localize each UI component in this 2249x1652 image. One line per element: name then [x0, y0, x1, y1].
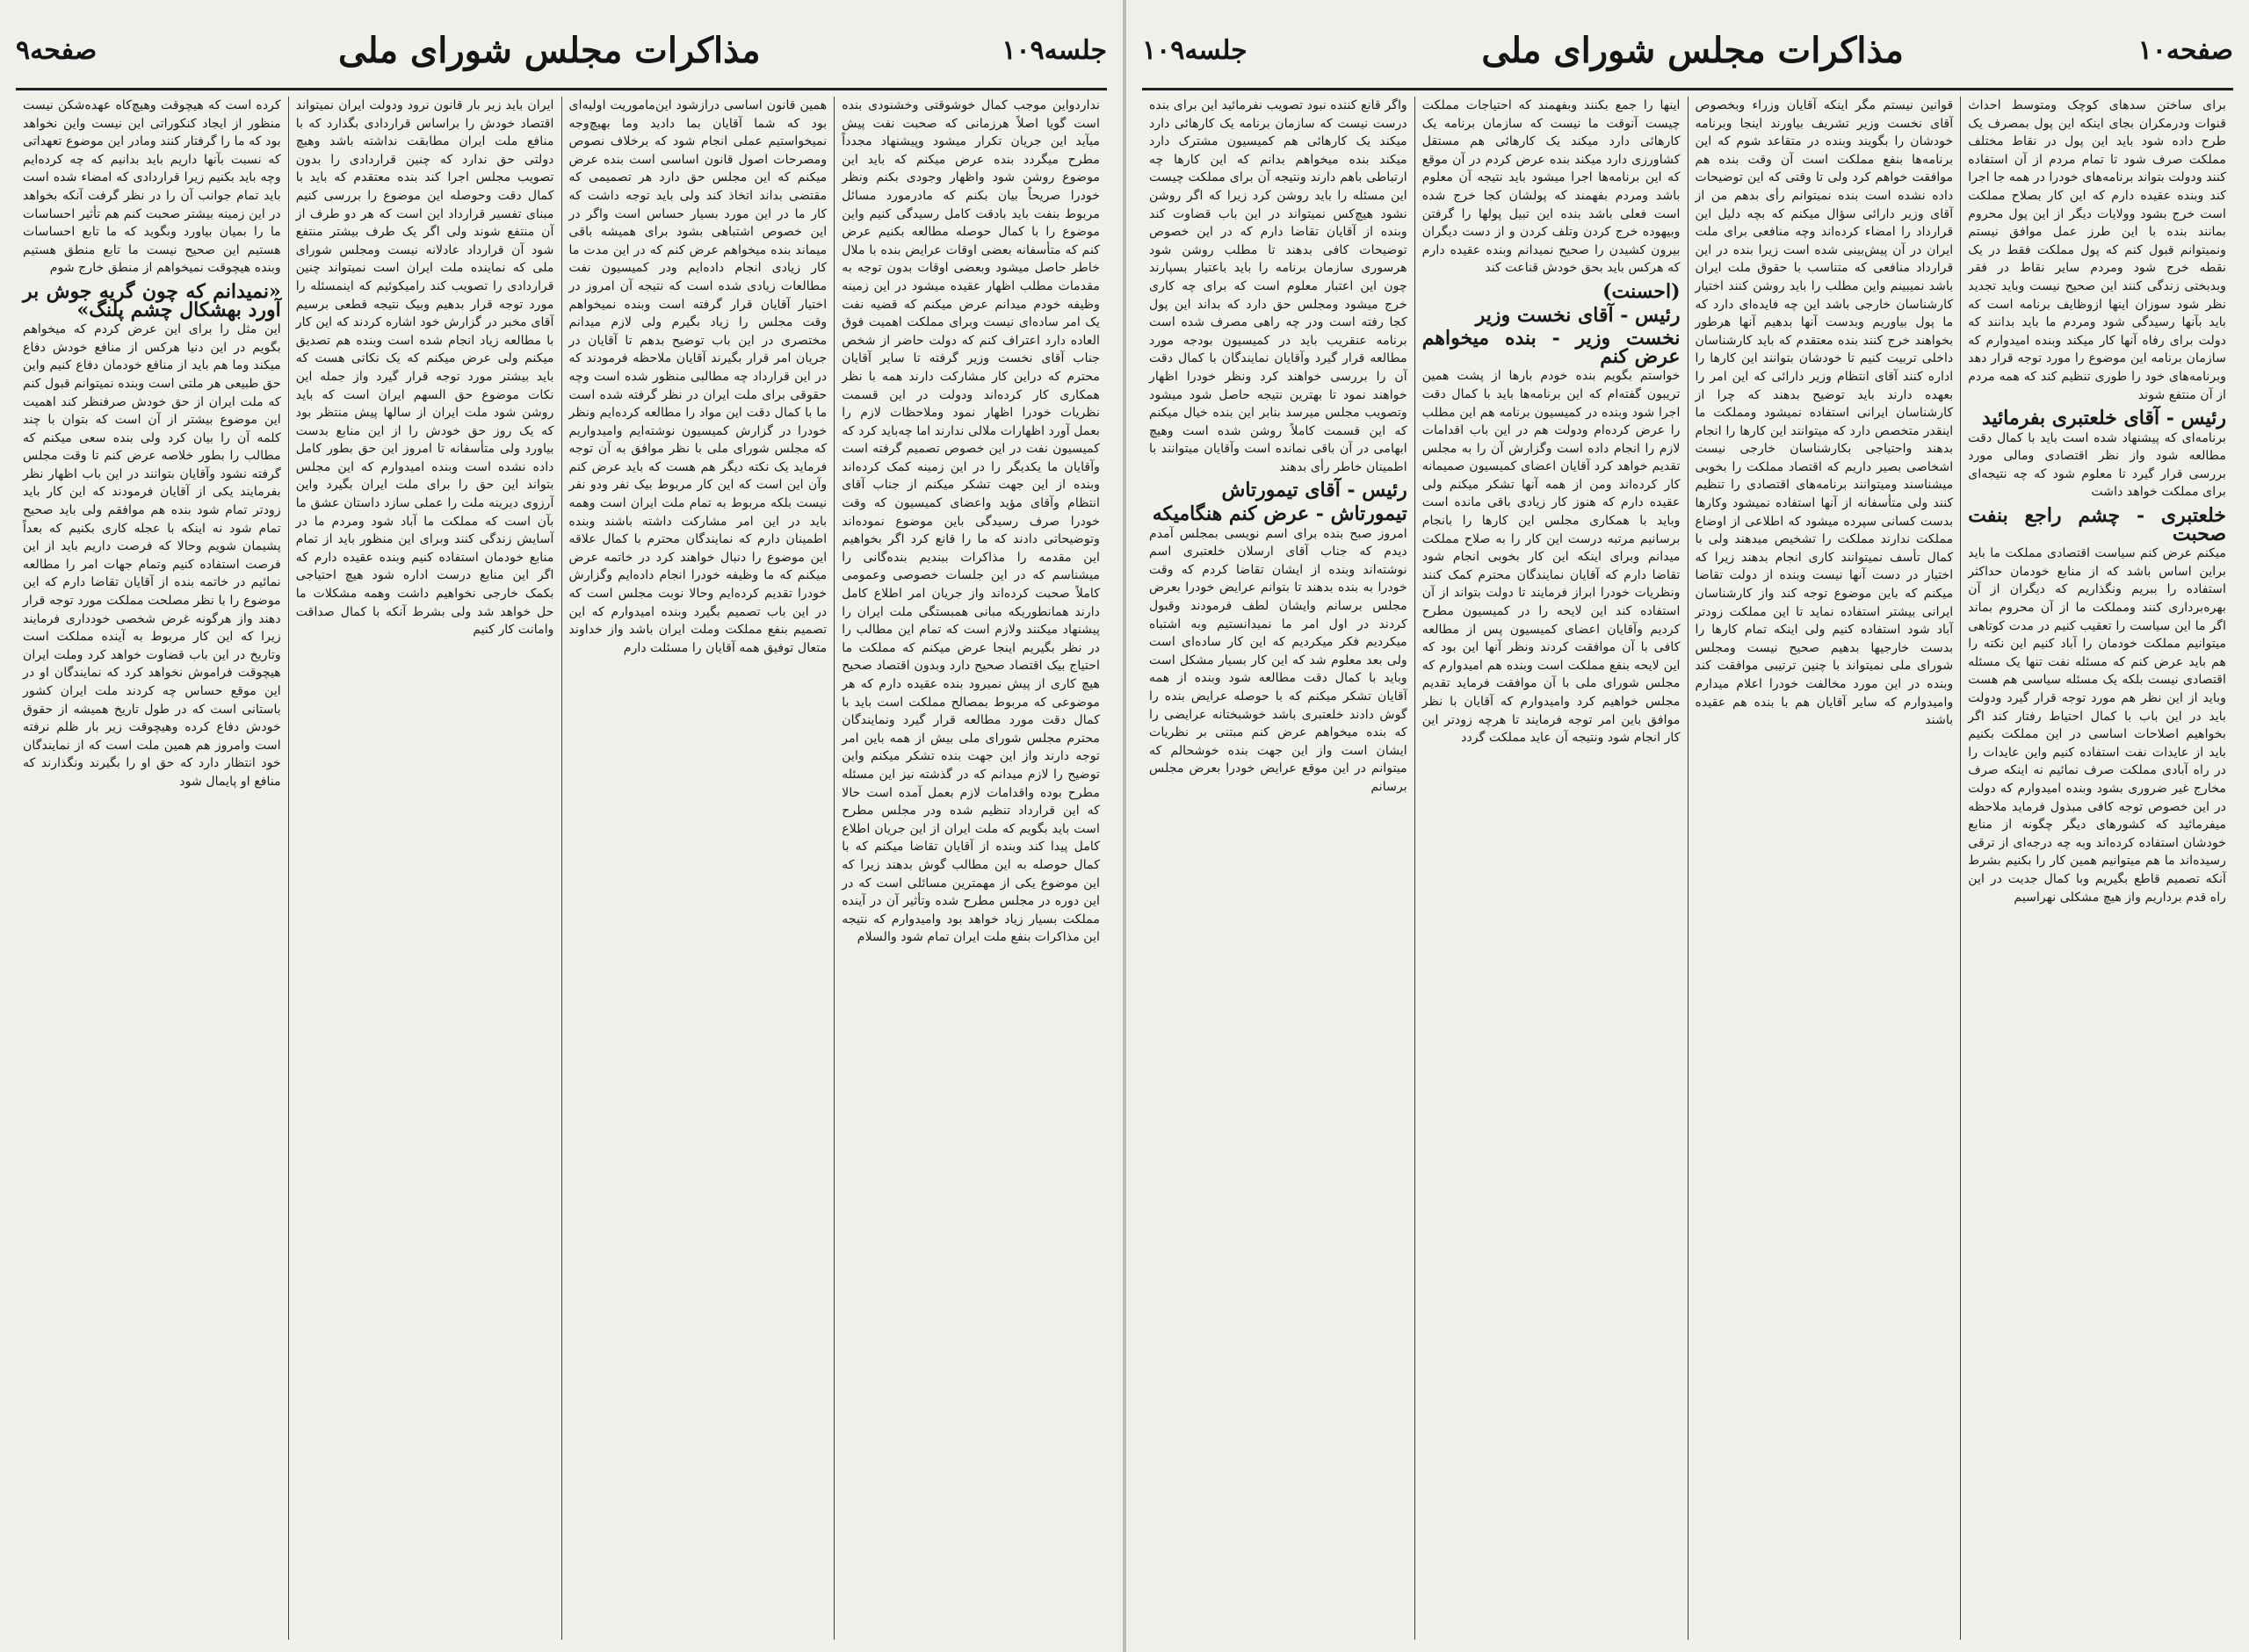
- paragraph-text: برای ساختن سدهای کوچک ومتوسط احداث قنوات ودرمکران بجای اینکه این پول بمصرف یک طرح داده شود باید این پول در نقاط مختلف مملکت صرف شود تا تمام مردم از آن استفاده کنند ودولت بتواند برنامه‌های خودرا در همه جا اجرا کند وبنده عقیده دارم که این کار بصلاح مملکت است: [1968, 98, 2226, 221]
- paragraph-text: اگر بخواهیم این مقدمه را مذاکرات ببندیم بنده‌گانی را میشناسم که در این جلسات خصوصی وعمومی کاملاً صحبت کرده‌اند واز جریان امر اطلاع کامل دارند همانطوریکه مبانی همبستگی ملت ایران را پیشنهاد میکنند ولازم است که تمام این مطالب را در نظر بگیریم اینجا عرض میکنم که مملکت ما احتیاج بیک اقتصاد صحیح دارد وبدون اقتصاد صحیح هیچ کاری از پیش نمیرود: [842, 532, 1100, 691]
- paragraph-text: اگر بخواهیم اصلاحات اساسی در این مملکت بکنیم باید از عایدات نفت استفاده کنیم واین عایدات را در راه آبادی مملکت صرف نمائیم نه اینکه صرف مخارج غیر ضروری بشود وبنده امیدوارم که دولت در این خصوص توجه کافی مبذول فرماید: [1968, 709, 2226, 814]
- paragraph-text: مملکت را تشخیص میدهند ولی با کمال تأسف نمیتوانند کاری انجام بدهند زیرا که اختیار در دست آنها نیست وبنده از دولت تقاضا میکنم که باین موضوع توجه کند واز کارشناسان ایرانی بیشتر استفاده نماید تا این مملکت زودتر آباد شود: [1695, 532, 1954, 638]
- paragraph-text: میشود وتصویب مجلس میرسد بنابر این بنده خیال میکنم که این قسمت کاملاً روشن شده است وهیچ ابهامی در آن باقی نمانده است وآقایان میتوانند با اطمینان خاطر رأی بدهند: [1149, 387, 1407, 474]
- speaker-heading: خلعتبری - چشم راجع بنفت صحبت: [1968, 504, 2226, 545]
- text-column: [561, 97, 835, 1640]
- left-page-number: صفحه۹: [16, 34, 98, 66]
- right-page-header: [1142, 12, 2233, 90]
- paragraph-text: من از آقای وزیر دارائی سؤال میکنم که بچه دلیل این قرارداد را امضاء کرده‌اند وچه منافعی برای ملت ایران در آن پیش‌بینی شده است زیرا بنده در این قرارداد منافعی که متناسب با حقوق ملت ایران باشد نمیبینم واین مطلب را باید روشن کنند: [1695, 188, 1954, 293]
- paragraph-text: قوانین نیستم مگر اینکه آقایان وزراء وبخصوص آقای نخست وزیر تشریف بیاورند اینجا وبرنامه خودشان را بگویند وبنده در متقاعد شوم که این برنامه‌ها بنفع مملکت است آن وقت بنده هم موافقت خواهم کرد ولی تا وقتی که این توضیحات داده نشده است بنده نمیتوانم رأی بدهم: [1695, 98, 1954, 203]
- right-page-session: جلسه۱۰۹: [1142, 34, 1247, 66]
- paragraph-text: مبنای تفسیر قرارداد این است که هر دو طرف از آن منتفع شوند ولی اگر یک طرف بیشتر منتفع شود آن قرارداد عادلانه نیست ومجلس شورای ملی که نماینده ملت ایران است نمیتواند چنین قراردادی را تصویب کند رامیکوئیم که اینمسئله را مورد توجه قرار بدهیم وبیک نتیجه قطعی برسیم: [295, 206, 554, 312]
- paragraph-text: مرتبه درست این کار را به صلاح مملکت میدانم وبرای اینکه این کار بخوبی انجام شود تقاضا دارم که آقایان نمایندگان محترم کمک کنند ونظریات خودرا ابراز فرمایند تا دولت بتواند از آن استفاده کند: [1421, 531, 1681, 619]
- paragraph-text: خواستم بگویم بنده خودم بارها از پشت همین تریبون گفته‌ام که این برنامه‌ها باید با کمال دقت اجرا شود وبنده در کمیسیون برنامه هم این مطلب را عرض کرده‌ام ودولت هم در این باب اقدامات لازم را انجام داده است وگزارش آن را به مجلس تقدیم خواهد کرد: [1421, 369, 1681, 474]
- column-text: [1422, 97, 1681, 747]
- paragraph-text: ملت ایران از سالها پیش منتظر بود که یک روز حق خودش را از این منابع بدست بیاورد ولی متأسفانه تا امروز این حق بطور کامل داده نشده است وبنده امیدوارم که این مجلس بتواند این حق را برای ملت ایران بگیرد واین آرزوی دیرینه ملت را عملی سازد: [295, 406, 554, 511]
- paragraph-text: حالا که این قرارداد تنظیم شده ودر مجلس مطرح است باید بگویم که ملت ایران از این جریان اطلاع کامل پیدا کند وبنده از آقایان تقاضا میکنم که با کمال حوصله به این مطالب گوش بدهند زیرا که این موضوع یکی از مهمترین مسائلی است که در این دوره در مجلس مطرح شده وتأثیر آن در آینده مملکت بسیار زیاد خواهد بود وامیدوارم که نتیجه این مذاکرات بنفع ملت ایران تمام شود والسلام: [842, 785, 1100, 945]
- text-column: [1960, 97, 2233, 1640]
- column-text: [1968, 97, 2226, 906]
- left-page-header: [16, 12, 1107, 90]
- speaker-heading: نخست وزیر - بنده میخواهم عرض کنم: [1421, 327, 1681, 368]
- paragraph-text: هرسوری سازمان برنامه را باید باعتبار بسپارند چون این اعتبار معلوم است که برای چه کاری خرج میشود ومجلس حق دارد که بداند این پول کجا رفته است ودر چه راهی مصرف شده است: [1149, 261, 1407, 330]
- paragraph-text: میکنم عرض کنم سیاست اقتصادی مملکت ما باید براین اساس باشد که از منابع خودمان حداکثر استفاده را ببریم ونگذاریم که دیگران از آن بهره‌برداری کنند ومملکت ما از آن محروم بماند اگر ما این سیاست را تعقیب کنیم در مدت کوتاهی میتوانیم مملکت خودمان را آباد کنیم: [1968, 546, 2226, 652]
- paragraph-text: آقای انتظام وزیر دارائی که این امر را بعهده دارند باید توضیح بدهند که چرا از کارشناسان ایرانی استفاده نمیشود ومملکت ما اینقدر متخصص دارد که میتوانند این کارها را انجام بدهند واحتیاجی بکارشناسان خارجی نیست: [1695, 369, 1954, 457]
- speaker-heading: رئیس - آقای خلعتبری بفرمائید: [1981, 407, 2226, 430]
- right-page-columns: [1142, 97, 2233, 1640]
- column-text: [569, 97, 828, 657]
- paragraph-text: در خاتمه بنده از آقایان تقاضا دارم که این موضوع را با نظر مصلحت مملکت مورد توجه قرار دهند واز هرگونه غرض شخصی خودداری فرمایند زیرا که این کار مربوط به آینده مملکت است وتاریخ در این باب قضاوت خواهد کرد وملت ایران هیچوقت فراموش نخواهد کرد که نمایندگان او در این موقع حساس چه کردند: [23, 575, 281, 698]
- paragraph-text: در اول امر ما نمیدانستیم وبه اشتباه میکردیم فکر میکردیم که این کار ساده‌ای است ولی بعد معلوم شد که این کار بسیار مشکل است وباید با کمال دقت مطالعه شود وبنده از همه آقایان تشکر میکنم که با حوصله عرایض بنده را گوش دادند: [1149, 617, 1407, 722]
- paragraph-text: در خاتمه عرض میکنم که ما وظیفه خودرا انجام داده‌ایم وگزارش خودرا تقدیم کرده‌ایم وحالا نوبت مجلس است که در این باب تصمیم بگیرد وبنده امیدوارم که این تصمیم بنفع مملکت وملت ایران باشد واز خداوند متعال توفیق همه آقایان را مسئلت دارم: [568, 550, 828, 655]
- right-page: [1126, 0, 2249, 1652]
- paragraph-text: بنده عقیده دارم که هر موضوعی که مربوط بمصالح مملکت است باید با کمال دقت مورد مطالعه قرار گیرد ونمایندگان محترم مجلس شورای ملی بیش از همه باین امر توجه دارند واز این جهت بنده تشکر میکنم واین توضیح را لازم میدانم که در گذشته نیز این مسئله مطرح بوده واقدامات لازم بعمل آمده است: [842, 677, 1100, 800]
- paragraph-text: اشخاصی بصیر داریم که اقتصاد مملکت را بخوبی میشناسند ومیتوانند برنامه‌های اقتصادی را تنظیم کنند ولی متأسفانه از آنها استفاده نمیشود وکارها بدست کسانی سپرده میشود که اطلاعی از اوضاع مملکت ندارند: [1695, 459, 1954, 547]
- column-text: [296, 97, 554, 639]
- speaker-heading: (احسنت): [1602, 279, 1681, 303]
- paragraph-text: این لایحه را در کمیسیون مطرح کردیم وآقایان اعضای کمیسیون پس از مطالعه کافی با آن موافقت کردند ونظر آنها این بود که این لایحه بنفع مملکت است وبنده هم امیدوارم که مجلس شورای ملی با آن موافقت فرماید: [1421, 604, 1681, 691]
- speaker-heading: رئیس - آقای تیمورتاش: [1221, 479, 1407, 502]
- paragraph-text: استفاده کنیم ولی اینکه تمام کارها را بدست خارجیها بدهیم صحیح نیست ومجلس شورای ملی نمیتواند با چنین ترتیبی موافقت کند وبنده در این مورد مخالفت خودرا اعلام میدارم وامیدوارم که سایر آقایان هم با بنده هم عقیده باشند: [1695, 623, 1954, 728]
- left-page-title: مذاکرات مجلس شورای ملی: [337, 29, 761, 71]
- paragraph-text: سوزان اینها ازوظایف برنامه است که باید بآنها رسیدگی شود ومردم ما باید بدانند که دولت برای رفاه آنها کار میکند وبنده امیدوارم که سازمان برنامه این موضوع را مورد توجه قرار دهد وبرنامه‌های خود را طوری تنظیم کند که همه مردم از آن منتفع شوند: [1968, 297, 2226, 402]
- paragraph-text: داستان عشق ما بآن است که مملکت ما آباد شود ومردم ما در آسایش زندگی کنند وبرای این منظور باید از تمام منابع خودمان استفاده کنیم وبنده عقیده دارم که اگر این منابع درست اداره شود هیچ احتیاجی بکمک خارجی نخواهیم داشت وهمه مشکلات ما حل خواهد شد ولی بشرط آنکه با کمال صداقت وامانت کار کنیم: [295, 496, 554, 638]
- paragraph-text: کرده است که هیچوقت وهیچ‌کاه عهده‌شکن نیست منظور از ایجاد کنکوراتی این نیست واین نخواهد بود که ما را گرفتار کنند ومادر این موضوع تعهداتی که نسبت بآنها داریم باید بدانیم که چه کرده‌ایم وچه باید بکنیم زیرا قراردادی که امضاء شده است باید تمام جوانب آن را در نظر گرفت: [23, 98, 281, 203]
- paragraph-text: برنامه عنقریب باید در کمیسیون بودجه مورد مطالعه قرار گیرد وآقایان نمایندگان با کمال دقت آن را بررسی خواهند کرد ونظر خودرا اظهار خواهند نمود تا بهترین نتیجه حاصل شود: [1149, 333, 1407, 402]
- speaker-heading: تیمورتاش - عرض کنم هنگامیکه: [1152, 502, 1407, 526]
- paragraph-text: واگر قانع کننده نبود تصویب نفرمائید این برای بنده درست نیست که سازمان برنامه یک کارهائی دارد میکند یک کارهائی هم کمیسیون مشترک دارد میکند بنده میخواهم بدانم که این کارها چه ارتباطی باهم دارند ونتیجه آن برای مملکت چیست: [1149, 98, 1407, 185]
- text-column: [1142, 97, 1414, 1640]
- right-page-title: مذاکرات مجلس شورای ملی: [1481, 29, 1904, 71]
- paragraph-text: اختیار کارشناسان خارجی باشد این چه فایده‌ای دارد که ما پول بیاوریم وبدست آنها بدهیم آنها هرطور بخواهند خرج کنند بنده معتقدم که باید کارشناسان داخلی تربیت کنیم تا خودشان بتوانند این کارها را اداره کنند: [1695, 278, 1954, 384]
- left-page-columns: [16, 97, 1107, 1640]
- paragraph-text: آقای مخبر در گزارش خود اشاره کردند که این کار با مطالعه زیاد انجام شده است وبنده هم تصدیق میکنم ولی عرض میکنم که یک نکاتی هست که باید بیشتر مورد توجه قرار گیرد واز جمله این نکات موضوع حق السهم ایران است که باید روشن شود: [295, 315, 554, 421]
- paragraph-text: بنده میخواهم عرض کنم که در این مدت ما کار زیادی انجام داده‌ایم ودر کمیسیون نفت مطالعات زیادی شده است که نتیجه آن امروز در اختیار آقایان قرار گرفته است وبنده نمیخواهم وقت مجلس را زیاد بگیرم ولی لازم میدانم مختصری در این باب توضیح بدهم تا آقایان در جریان امر قرار بگیرند: [568, 242, 828, 366]
- paragraph-text: آنکه بخواهد در این زمینه بیشتر صحبت کنم هم تأثیر احساسات ما را بمیان بیاورد وبگوید که ما تابع احساسات هستیم این صحیح نیست ما تابع منطق هستیم وبنده هیچوقت نمیخواهم از منطق خارج شوم: [23, 188, 281, 276]
- text-column: [16, 97, 288, 1640]
- text-column: [288, 97, 561, 1640]
- paragraph-text: یکی از آقایان فرمودند که این کار باید زودتر تمام شود بنده هم موافقم ولی باید صحیح تمام شود نه اینکه با عجله کاری بکنیم که بعداً پشیمان شویم وحالا که فرصت داریم باید از این فرصت استفاده کنیم وتمام جهات امر را مطالعه نمائیم: [23, 485, 281, 590]
- paragraph-text: این مسئله را باید روشن کرد زیرا که اگر روشن نشود هیچ‌کس نمیتواند در این باب قضاوت کند وبنده از آقایان تقاضا دارم که در این خصوص توضیحات کافی بدهند تا مطلب روشن شود: [1149, 188, 1407, 257]
- paragraph-text: خرج بشود وولایات دیگر از این پول محروم بمانند بنده با این طرز عمل موافق نیستم ونمیتوانم قبول کنم که پول مملکت فقط در یک نقطه خرج شود ومردم سایر نقاط در فقر وبدبختی زندگی کنند این صحیح نیست وباید تجدید نظر شود: [1968, 206, 2226, 312]
- paragraph-text: آقایان اعضای کمیسیون صمیمانه کار کرده‌اند ومن از همه آنها تشکر میکنم ولی عقیده دارم که هنوز کار زیادی باقی مانده است وباید با همکاری مجلس این کارها را بانجام برسانیم: [1421, 459, 1681, 546]
- paragraph-text: آقایان ملاحظه فرمودند که در این قرارداد چه مطالبی منظور شده است وچه حقوقی برای ملت ایران در نظر گرفته شده است ما با کمال دقت این مواد را مطالعه کرده‌ایم ونظر خودرا در گزارش کمیسیون نوشته‌ایم وامیدواریم که مجلس شورای ملی با نظر موافق به آن توجه فرماید: [568, 351, 828, 474]
- paragraph-text: برنامه‌ای که پیشنهاد شده است باید با کمال دقت مطالعه شود واز نظر اقتصادی ومالی مورد بررسی قرار گیرد تا معلوم شود که چه نتیجه‌ای برای مملکت خواهد داشت: [1968, 430, 2226, 500]
- paragraph-text: یک نکته دیگر هم هست که باید عرض کنم وآن این است که این کار مربوط بیک نفر ودو نفر نیست بلکه مربوط به تمام ملت ایران است وهمه باید در این امر مشارکت داشته باشند وبنده اطمینان دارم که نمایندگان محترم با کمال علاقه این موضوع را دنبال خواهند کرد: [568, 459, 828, 565]
- column-text: [23, 97, 281, 791]
- left-page: [0, 0, 1123, 1652]
- paragraph-text: ملاحظه میفرمائید که کشورهای دیگر چگونه از منابع خودشان استفاده کرده‌اند وبه چه درجه‌ای از ترقی رسیده‌اند ما هم میتوانیم همین کار را بکنیم بشرط آنکه تصمیم قاطع بگیریم وبا کمال جدیت در این راه قدم برداریم واز هیچ مشکلی نهراسیم: [1968, 799, 2226, 905]
- text-column: [1414, 97, 1688, 1640]
- paragraph-text: خلعتبری باشد خوشبختانه عرایضی را که بنده میخواهم عرض کنم مبتنی بر نظریات ایشان است واز این جهت بنده خوشحالم که میتوانم در این موقع عرایض خودرا بعرض مجلس برسانم: [1149, 707, 1407, 794]
- paragraph-text: ایران باید زیر بار قانون نرود ودولت ایران نمیتواند اقتصاد خودش را براساس قراردادی بگذارد که با منافع ملت ایران مطابقت نداشته باشد وهیچ دولتی حق ندارد که چنین قراردادی را بدون تصویب مجلس اجرا کند بنده معتقدم که باید با کمال دقت وحوصله این موضوع را بررسی کنیم: [295, 98, 554, 203]
- text-column: [1688, 97, 1961, 1640]
- column-text: [842, 97, 1100, 947]
- paragraph-text: ملت ایران کشور باستانی است که در طول تاریخ همیشه از حقوق خودش دفاع کرده وهیچوقت زیر بار ظلم نرفته است وامروز هم همین ملت است که از نمایندگان خود انتظار دارد که حق او را بگیرند ونگذارند که منافع او پایمال شود: [23, 684, 281, 789]
- right-page-number: صفحه۱۰: [2137, 34, 2233, 66]
- paragraph-text: ودولت در این قسمت نظریات خودرا اظهار نمود وملاحظات لازم را بعمل آورد اظهارات ملالی ندارند اما چه‌باید کرد که کمیسیون نفت در این خصوص تصمیم گرفته است وآقایان ما یکدیگر را در این زمینه کمک کرده‌اند وبنده از این جهت تشکر میکنم از جناب آقای انتظام وآقای مؤید واعضای کمیسیون که وقت خودرا صرف رسیدگی باین موضوع نموده‌اند وتوضیحاتی دادند که ما را قانع کرد: [842, 387, 1100, 547]
- paragraph-text: این نکته را هم باید عرض کنم که مسئله نفت تنها یک مسئله اقتصادی نیست بلکه یک مسئله سیاسی هم هست وباید از این نظر هم مورد توجه قرار گیرد ودولت باید در این باب با کمال احتیاط رفتار کند: [1968, 637, 2226, 724]
- paragraph-text: فعلی باشد بنده این تبیل پولها را گرفتن وبیهوده خرج کردن وتلف کردن و از دست دیگران بیرون کشیدن را صحیح نمیدانم وبنده عقیده دارم که هرکس باید بحق خودش قناعت کند: [1421, 206, 1681, 276]
- column-text: [1696, 97, 1954, 730]
- paragraph-text: نداردواین موجب کمال خوشوقتی وخشنودی بنده است گویا اصلاً هرزمانی که صحبت نفت پیش میآید این جریان تکرار میشود وپیشنهاد مجدداً مطرح میگردد بنده عرض میکنم که باید این موضوع روشن شود واظهار وجودی بکنم ونظر خودرا صریحاً بیان بکنم که مادرمورد مسائل مربوط بنفت باید بادقت کامل رسیدگی کنیم واین موضوع را با کمال حوصله مطالعه بکنیم عرض کنم که متأسفانه بعضی اوقات عرایض بنده با ملال خاطر حاصل میشود وبعضی اوقات بدون توجه به مقدمات مطلب اظهار عقیده میشود در این زمینه وظیفه خودم میدانم عرض میکنم که قضیه نفت یک امر ساده‌ای نیست وبرای مملکت اهمیت فوق العاده دارد اعتراف کنم که دولت حاضر از شخص جناب آقای نخست وزیر گرفته تا سایر آقایان محترم که دراین کار مشارکت دارند همه با نظر همکاری کار کرده‌اند: [842, 98, 1100, 402]
- paragraph-text: این مثل را برای این عرض کردم که میخواهم بگویم در این دنیا هرکس از منافع خودش دفاع میکند وما هم باید از منافع خودمان دفاع کنیم واین حق طبیعی هر ملتی است وبنده نمیتوانم قبول کنم که ملت ایران از حق خودش صرفنظر کند: [23, 322, 281, 409]
- paragraph-text: تقدیم مجلس خواهیم کرد وامیدوارم که آقایان با نظر موافق باین امر توجه فرمایند تا هرچه زودتر این کار انجام شود ونتیجه آن عاید مملکت گردد: [1421, 676, 1681, 746]
- paragraph-text: اینها را جمع بکنند وبفهمند که احتیاجات مملکت چیست آنوقت ما نیست که سازمان برنامه یک کارهائی دارد میکند یک کارهائی هم مستقل کشاورزی دارد میکند بنده عرض کردم در آن موقع که این برنامه‌ها اجرا میشود باید نتیجه آن معلوم باشد ومردم بفهمند که پولشان کجا خرج شده است: [1421, 98, 1681, 221]
- column-text: [1149, 97, 1407, 797]
- text-column: [834, 97, 1107, 1640]
- paragraph-text: اهمیت این موضوع بیشتر از آن است که بتوان با چند کلمه آن را بیان کرد ولی بنده سعی میکنم که مطالب را بطور خلاصه عرض کنم تا وقت مجلس گرفته نشود وآقایان بتوانند در این باب اظهار نظر بفرمایند: [23, 394, 281, 500]
- paragraph-text: همین قانون اساسی درازشود این‌ماموریت اولیه‌ای بود که شما آقایان بما دادید وما بهیچ‌وجه نمیخواستیم عملی انجام شود که برخلاف نصوص ومصرحات اصول قانون اساسی است بنده عرض میکنم که این مجلس حق دارد هر تصمیمی که مقتضی بداند اتخاذ کند ولی باید توجه داشت که کار ما در این مورد بسیار حساس است واگر در این خصوص اشتباهی بشود برای همیشه باقی میماند: [568, 98, 828, 257]
- speaker-heading: «نمیدانم که چون گریه جوش بر آورد بهشکال چشم پلنگ»: [23, 279, 281, 321]
- left-page-session: جلسه۱۰۹: [1002, 34, 1107, 66]
- paragraph-text: امروز صبح بنده برای اسم نویسی بمجلس آمدم دیدم که جناب آقای ارسلان خلعتبری اسم نوشته‌اند وبنده از ایشان تقاضا کردم که وقت خودرا به بنده بدهند تا بتوانم عرایض خودرا بعرض مجلس برسانم وایشان لطف فرمودند وقبول کردند: [1149, 526, 1407, 631]
- speaker-heading: رئیس - آقای نخست وزیر: [1475, 303, 1681, 327]
